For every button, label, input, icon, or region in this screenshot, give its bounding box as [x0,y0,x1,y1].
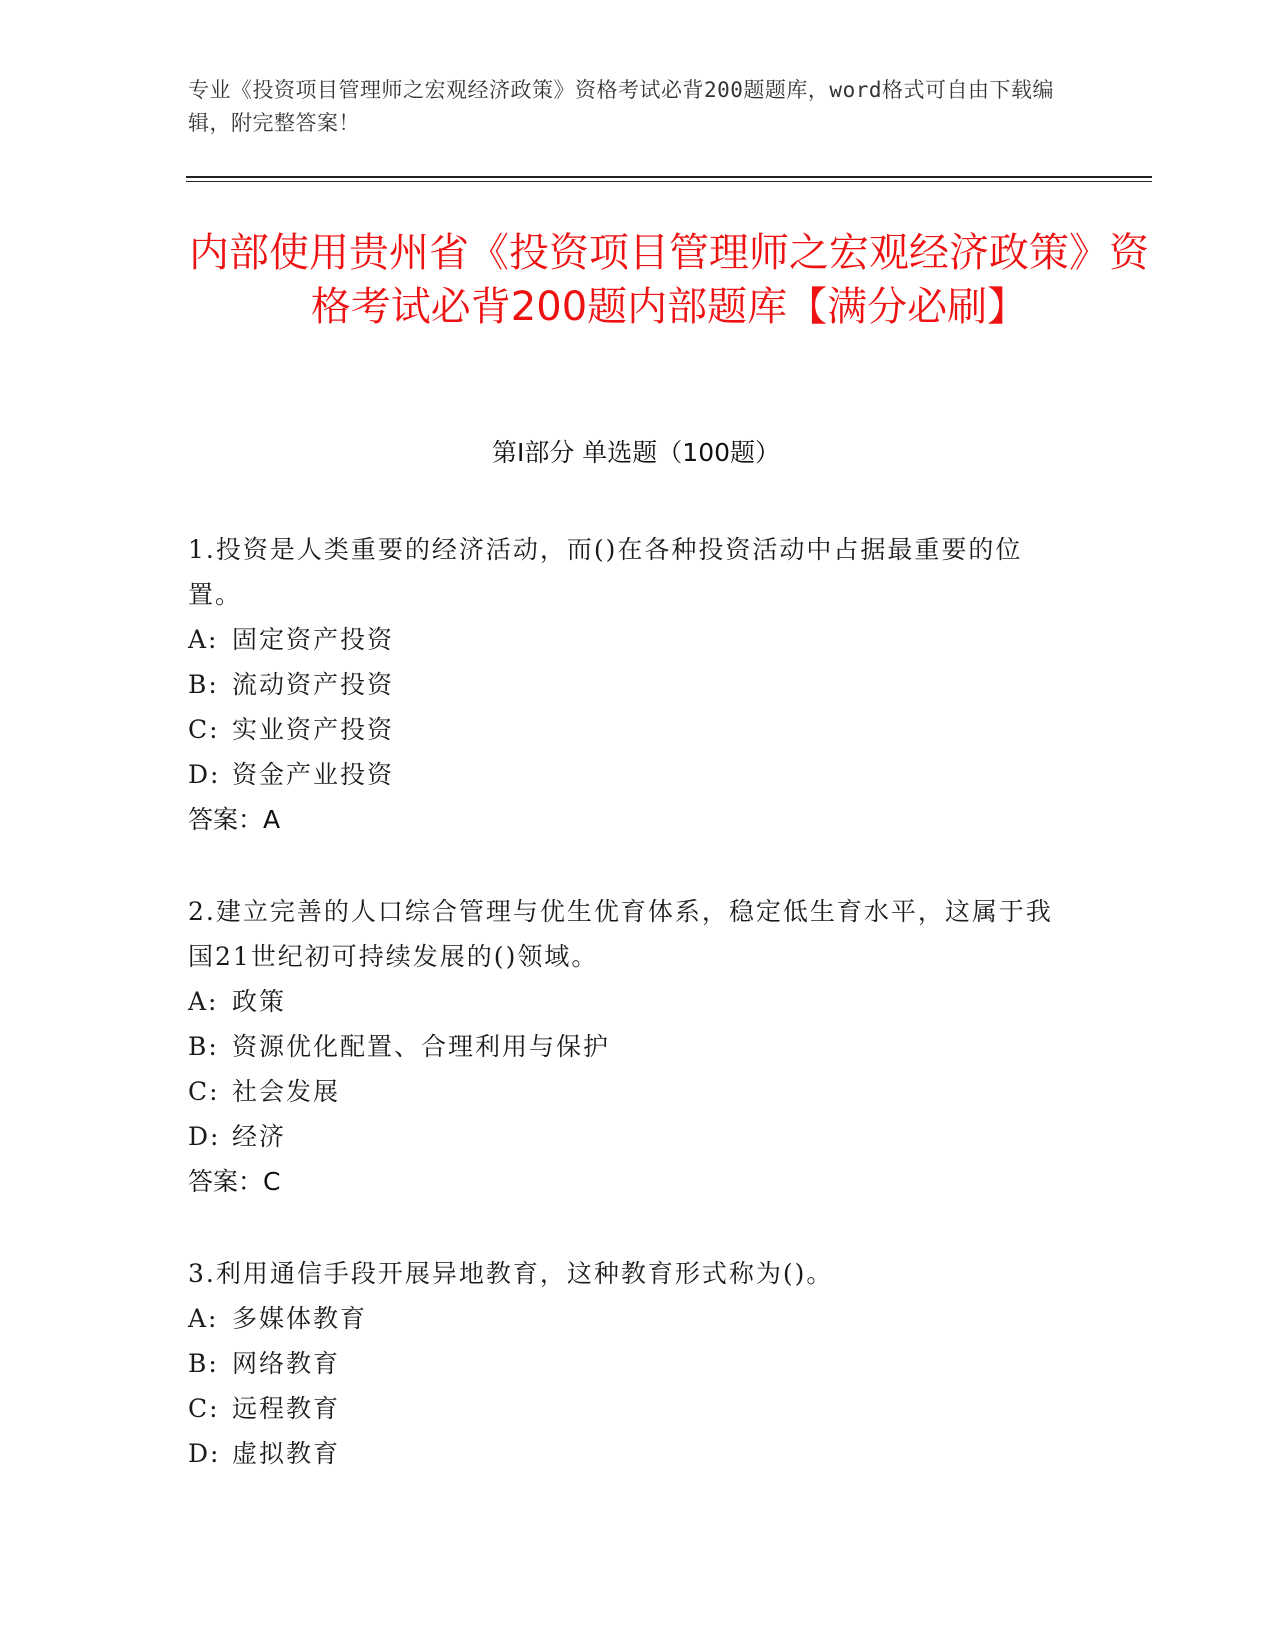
option-b [188,1024,1068,1069]
header-rule-thick [186,176,1152,178]
question-stem: 1.投资是人类重要的经济活动，而()在各种投资活动中占据最重要的位置。 [188,535,1023,609]
option-b [188,662,1068,707]
header-note: 专业《投资项目管理师之宏观经济政策》资格考试必背200题题库，word格式可自由下载编辑，附完整答案！ [188,78,1054,135]
header-rule-thin [186,181,1152,182]
question-2 [188,889,1068,1204]
option-text: 实业资产投资 [232,715,395,744]
option-c [188,1386,1068,1431]
document-title: 内部使用贵州省《投资项目管理师之宏观经济政策》资格考试必背200题内部题库【满分必刷】 [189,230,1149,330]
option-text: 社会发展 [232,1077,341,1106]
question-1 [188,527,1068,842]
option-text: 多媒体教育 [232,1304,368,1333]
option-letter: C: [188,1077,220,1106]
option-letter: A: [188,625,219,654]
question-list [188,527,1068,1523]
option-letter: C: [188,715,220,744]
option-letter: B: [188,1032,219,1061]
option-letter: B: [188,670,219,699]
option-letter: C: [188,1394,220,1423]
option-a [188,617,1068,662]
option-text: 资源优化配置、合理利用与保护 [232,1032,611,1061]
option-text: 虚拟教育 [232,1439,341,1468]
question-3 [188,1251,1068,1476]
option-a [188,979,1068,1024]
answer: 答案：A [188,805,281,834]
option-letter: D: [188,1122,221,1151]
option-c [188,707,1068,752]
option-d [188,1114,1068,1159]
option-b [188,1341,1068,1386]
section-title: 第Ⅰ部分 单选题（100题） [491,438,781,467]
option-letter: A: [188,987,219,1016]
option-letter: B: [188,1349,219,1378]
option-text: 网络教育 [232,1349,341,1378]
option-a [188,1296,1068,1341]
option-c [188,1069,1068,1114]
option-d [188,752,1068,797]
option-d [188,1431,1068,1476]
option-text: 远程教育 [232,1394,341,1423]
option-text: 固定资产投资 [232,625,395,654]
option-letter: A: [188,1304,219,1333]
option-letter: D: [188,1439,221,1468]
question-stem: 3.利用通信手段开展异地教育，这种教育形式称为()。 [188,1259,834,1288]
option-text: 资金产业投资 [232,760,395,789]
option-text: 流动资产投资 [232,670,395,699]
question-stem: 2.建立完善的人口综合管理与优生优育体系，稳定低生育水平，这属于我国21世纪初可持续发展的()领域。 [188,897,1053,971]
option-text: 政策 [232,987,287,1016]
option-text: 经济 [232,1122,287,1151]
option-letter: D: [188,760,221,789]
answer: 答案：C [188,1167,281,1196]
